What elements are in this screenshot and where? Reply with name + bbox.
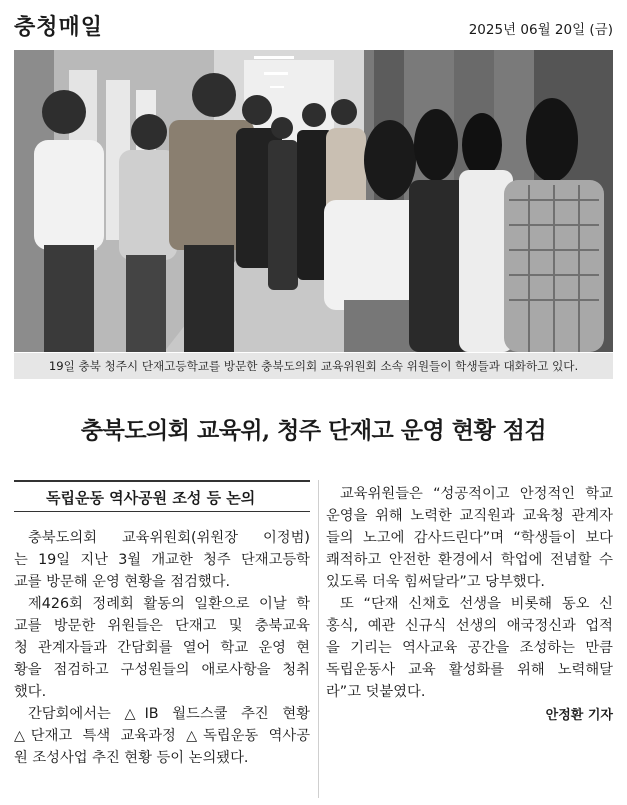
column-divider bbox=[318, 480, 319, 798]
text-line: 제426회 정례회 활동의 일환으로 이날 학 bbox=[28, 596, 310, 612]
text-line: 충북도의회 교육위원회(위원장 이정범) bbox=[28, 530, 310, 546]
paragraph bbox=[14, 703, 310, 769]
text-line: 했다. bbox=[14, 684, 47, 700]
text-line: 있도록 더욱 힘써달라”고 당부했다. bbox=[326, 574, 545, 590]
paragraph bbox=[326, 483, 613, 593]
text-line: 쾌적하고 안전한 환경에서 학업에 전념할 수 bbox=[326, 552, 613, 568]
text-line: 운영을 위해 노력한 교직원과 교육청 관계자 bbox=[326, 508, 613, 524]
paragraph bbox=[14, 527, 310, 593]
text-line: 라”고 덧붙였다. bbox=[326, 684, 426, 700]
paragraph bbox=[326, 593, 613, 703]
text-line: 는 19일 지난 3월 개교한 청주 단재고등학 bbox=[14, 552, 310, 568]
publication-date: 2025년 06월 20일 (금) bbox=[468, 22, 613, 38]
article-headline: 충북도의회 교육위, 청주 단재고 운영 현황 점검 bbox=[80, 417, 547, 444]
text-line: 또 “단재 신채호 선생을 비롯해 동오 신 bbox=[340, 596, 613, 612]
newspaper-masthead: 충청매일 bbox=[14, 15, 104, 40]
reporter-byline: 안정환 기자 bbox=[545, 708, 613, 723]
text-line: 황을 점검하고 구성원들의 애로사항을 청취 bbox=[14, 662, 310, 678]
text-line: 교를 방문해 운영 현황을 점검했다. bbox=[14, 574, 231, 590]
text-line: 원 조성사업 추진 현황 등이 논의됐다. bbox=[14, 750, 249, 766]
press-photo-illustration bbox=[14, 50, 613, 352]
article-column-left bbox=[14, 527, 310, 769]
press-photo bbox=[14, 50, 613, 352]
text-line: 들의 노고에 감사드린다”며 “학생들이 보다 bbox=[326, 530, 613, 546]
article-subheadline bbox=[14, 480, 310, 512]
text-line: 청 관계자들과 간담회를 열어 학교 운영 현 bbox=[14, 640, 310, 656]
text-line: 교를 방문한 위원들은 단재고 및 충북교육 bbox=[14, 618, 310, 634]
text-line: 간담회에서는 △IB 월드스쿨 추진 현황 bbox=[28, 706, 310, 722]
text-line: 홍식, 예관 신규식 선생의 애국정신과 업적 bbox=[326, 618, 613, 634]
text-line: 독립운동사 교육 활성화를 위해 노력해달 bbox=[326, 662, 613, 678]
paragraph bbox=[14, 593, 310, 703]
subheadline-text: 독립운동 역사공원 조성 등 논의 bbox=[46, 489, 256, 507]
article-column-right bbox=[326, 483, 613, 703]
photo-caption: 19일 충북 청주시 단재고등학교를 방문한 충북도의회 교육위원회 소속 위원들이 학생들과 대화하고 있다. bbox=[14, 353, 613, 379]
text-line: 교육위원들은 “성공적이고 안정적인 학교 bbox=[340, 486, 613, 502]
text-line: △단재고 특색 교육과정 △독립운동 역사공 bbox=[14, 728, 310, 744]
text-line: 을 기리는 역사교육 공간을 조성하는 만큼 bbox=[326, 640, 613, 656]
